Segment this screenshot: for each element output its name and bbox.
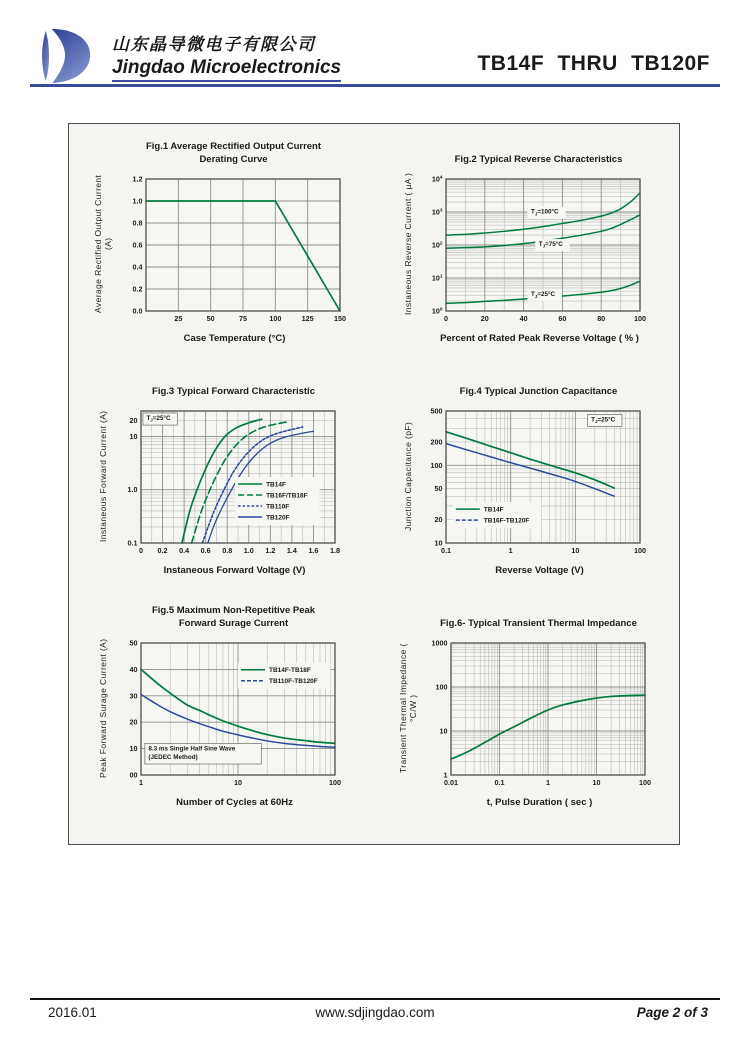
svg-text:10: 10 (439, 726, 447, 736)
svg-text:0.6: 0.6 (132, 240, 142, 250)
svg-text:TB14F-TB18F: TB14F-TB18F (268, 667, 311, 675)
svg-text:125: 125 (301, 314, 314, 323)
svg-text:100: 100 (328, 778, 341, 787)
svg-text:104: $10^4$ (431, 174, 442, 184)
svg-text:(JEDEC Method): (JEDEC Method) (147, 753, 198, 761)
svg-text:10: 10 (592, 778, 600, 787)
figure-1-y-axis-label: Average Rectified Output Current (A) (92, 174, 113, 314)
svg-text:TJ=25°C: $T_J=25^\circ C$ (590, 416, 615, 424)
figure-5-plot (108, 634, 346, 796)
company-name-chinese: 山东晶导微电子有限公司 (112, 35, 316, 54)
svg-text:10: 10 (570, 546, 579, 555)
svg-text:20: 20 (434, 515, 442, 525)
svg-text:60: 60 (557, 314, 566, 323)
svg-text:20: 20 (480, 314, 489, 323)
svg-text:100: 100 (633, 314, 646, 323)
svg-text:100: 100 (268, 314, 281, 323)
figure-5-x-axis-label: Number of Cycles at 60Hz (176, 797, 293, 808)
svg-text:TJ=25°C: $T_J=25^\circ C$ (530, 291, 555, 299)
figure-4-plot (413, 402, 651, 564)
figure-4-title: Fig.4 Typical Junction Capacitance (459, 385, 618, 397)
svg-text:40: 40 (519, 314, 528, 323)
figure-1 (69, 140, 374, 372)
figure-1-plot (113, 170, 351, 332)
svg-text:10: 10 (233, 778, 242, 787)
svg-text:0.1: 0.1 (127, 538, 137, 548)
svg-text:TJ=25°C: $T_J=25^\circ C$ (145, 414, 171, 423)
figure-3-x-axis-label: Instaneous Forward Voltage (V) (163, 565, 306, 576)
svg-text:1.4: 1.4 (286, 546, 297, 555)
svg-text:100: 100 (430, 460, 442, 470)
svg-text:1.6: 1.6 (307, 546, 318, 555)
svg-text:0.0: 0.0 (132, 306, 142, 316)
svg-text:00: 00 (129, 770, 137, 780)
svg-text:1.0: 1.0 (243, 546, 254, 555)
svg-text:500: 500 (430, 406, 442, 416)
svg-text:TB110F: TB110F (265, 503, 289, 511)
svg-text:100: 100 (633, 546, 646, 555)
svg-text:TJ=75°C: $T_J=75^\circ C$ (538, 241, 563, 249)
svg-text:0.8: 0.8 (221, 546, 232, 555)
figure-4 (374, 372, 679, 604)
svg-text:8.3 ms Single Half Sine Wave: 8.3 ms Single Half Sine Wave (147, 745, 235, 753)
svg-text:TJ=100°C: $T_J=100^\circ C$ (530, 208, 559, 217)
svg-text:100: $10^0$ (431, 306, 442, 316)
svg-text:TB14F: TB14F (265, 481, 286, 489)
svg-text:1000: 1000 (431, 638, 447, 648)
svg-text:1: 1 (508, 546, 513, 555)
figure-2-plot (413, 170, 651, 332)
figure-6-x-axis-label: t, Pulse Duration ( sec ) (486, 797, 593, 808)
footer-page-number: Page 2 of 3 (636, 1005, 708, 1020)
svg-text:0.2: 0.2 (157, 546, 168, 555)
footer-date: 2016.01 (48, 1005, 97, 1020)
part-number-title: TB14F THRU TB120F (477, 52, 710, 75)
svg-text:1.8: 1.8 (329, 546, 340, 555)
company-block (112, 30, 341, 82)
svg-text:0.1: 0.1 (440, 546, 451, 555)
svg-text:0.8: 0.8 (132, 218, 142, 228)
figure-1-title: Fig.1 Average Rectified Output Current Derating Curve (145, 141, 322, 165)
svg-text:1.2: 1.2 (132, 174, 142, 184)
svg-text:1: 1 (443, 770, 447, 780)
svg-text:100: 100 (638, 778, 651, 787)
svg-text:0: 0 (138, 546, 143, 555)
footer-website: www.sdjingdao.com (315, 1005, 435, 1020)
svg-text:40: 40 (129, 664, 137, 674)
svg-text:200: 200 (430, 437, 442, 447)
svg-text:30: 30 (129, 691, 137, 701)
svg-text:1.0: 1.0 (127, 485, 137, 495)
figure-6 (374, 604, 679, 836)
figure-3-title: Fig.3 Typical Forward Characteristic (152, 385, 315, 397)
company-name-english: Jingdao Microelectronics (112, 57, 341, 82)
svg-text:0: 0 (443, 314, 448, 323)
svg-text:TB14F: TB14F (483, 506, 504, 514)
svg-text:0.4: 0.4 (132, 262, 142, 272)
svg-text:0.01: 0.01 (443, 778, 458, 787)
figure-1-x-axis-label: Case Temperature (°C) (183, 333, 286, 344)
figure-3-plot (108, 402, 346, 564)
svg-text:25: 25 (173, 314, 182, 323)
svg-text:TB120F: TB120F (265, 514, 290, 522)
figure-3 (69, 372, 374, 604)
svg-text:100: 100 (435, 682, 447, 692)
svg-text:0.2: 0.2 (132, 284, 142, 294)
svg-text:10: 10 (434, 538, 442, 548)
svg-text:50: 50 (129, 638, 137, 648)
svg-text:10: 10 (129, 431, 137, 441)
svg-text:150: 150 (333, 314, 346, 323)
figure-2-x-axis-label: Percent of Rated Peak Reverse Voltage ( % ) (440, 333, 639, 344)
header-rule (30, 84, 720, 87)
page-header (0, 0, 750, 96)
figure-3-y-axis-label: Instaneous Forward Current (A) (97, 410, 108, 542)
svg-text:102: $10^2$ (431, 240, 442, 250)
svg-text:0.1: 0.1 (494, 778, 504, 787)
figure-5 (69, 604, 374, 836)
svg-text:50: 50 (206, 314, 215, 323)
svg-text:75: 75 (238, 314, 247, 323)
svg-text:10: 10 (129, 744, 137, 754)
svg-text:0.6: 0.6 (200, 546, 211, 555)
charts-panel (68, 123, 680, 845)
figure-4-y-axis-label: Junction Capacitance (pF) (402, 421, 413, 531)
svg-text:1.0: 1.0 (132, 196, 142, 206)
figure-2 (374, 140, 679, 372)
svg-text:1: 1 (545, 778, 550, 787)
figure-2-title: Fig.2 Typical Reverse Characteristics (454, 153, 623, 165)
footer-rule (30, 998, 720, 1000)
svg-text:0.4: 0.4 (178, 546, 189, 555)
figure-5-y-axis-label: Peak Forward Surage Current (A) (97, 638, 108, 778)
svg-text:103: $10^3$ (431, 207, 442, 217)
svg-text:101: $10^1$ (431, 273, 442, 283)
jingdao-logo-icon (38, 27, 96, 85)
svg-text:TB16F/TB18F: TB16F/TB18F (265, 492, 308, 500)
svg-text:80: 80 (596, 314, 605, 323)
svg-text:20: 20 (129, 717, 137, 727)
svg-text:1: 1 (138, 778, 143, 787)
svg-text:TB110F-TB120F: TB110F-TB120F (268, 678, 318, 686)
svg-text:50: 50 (434, 484, 442, 494)
figure-2-y-axis-label: Instaneous Reverse Current ( μA ) (402, 172, 413, 316)
figure-6-y-axis-label: Transient Thermal Impedance ( °C/W ) (397, 643, 418, 773)
svg-text:1.2: 1.2 (264, 546, 275, 555)
figure-5-title: Fig.5 Maximum Non-Repetitive Peak Forward Surage Current (151, 605, 316, 629)
figure-6-title: Fig.6- Typical Transient Thermal Impedance (440, 617, 637, 629)
svg-text:20: 20 (129, 415, 137, 425)
page-footer (30, 1005, 720, 1027)
figure-6-plot (418, 634, 656, 796)
svg-text:TB16F-TB120F: TB16F-TB120F (483, 517, 529, 525)
figure-4-x-axis-label: Reverse Voltage (V) (495, 565, 584, 576)
